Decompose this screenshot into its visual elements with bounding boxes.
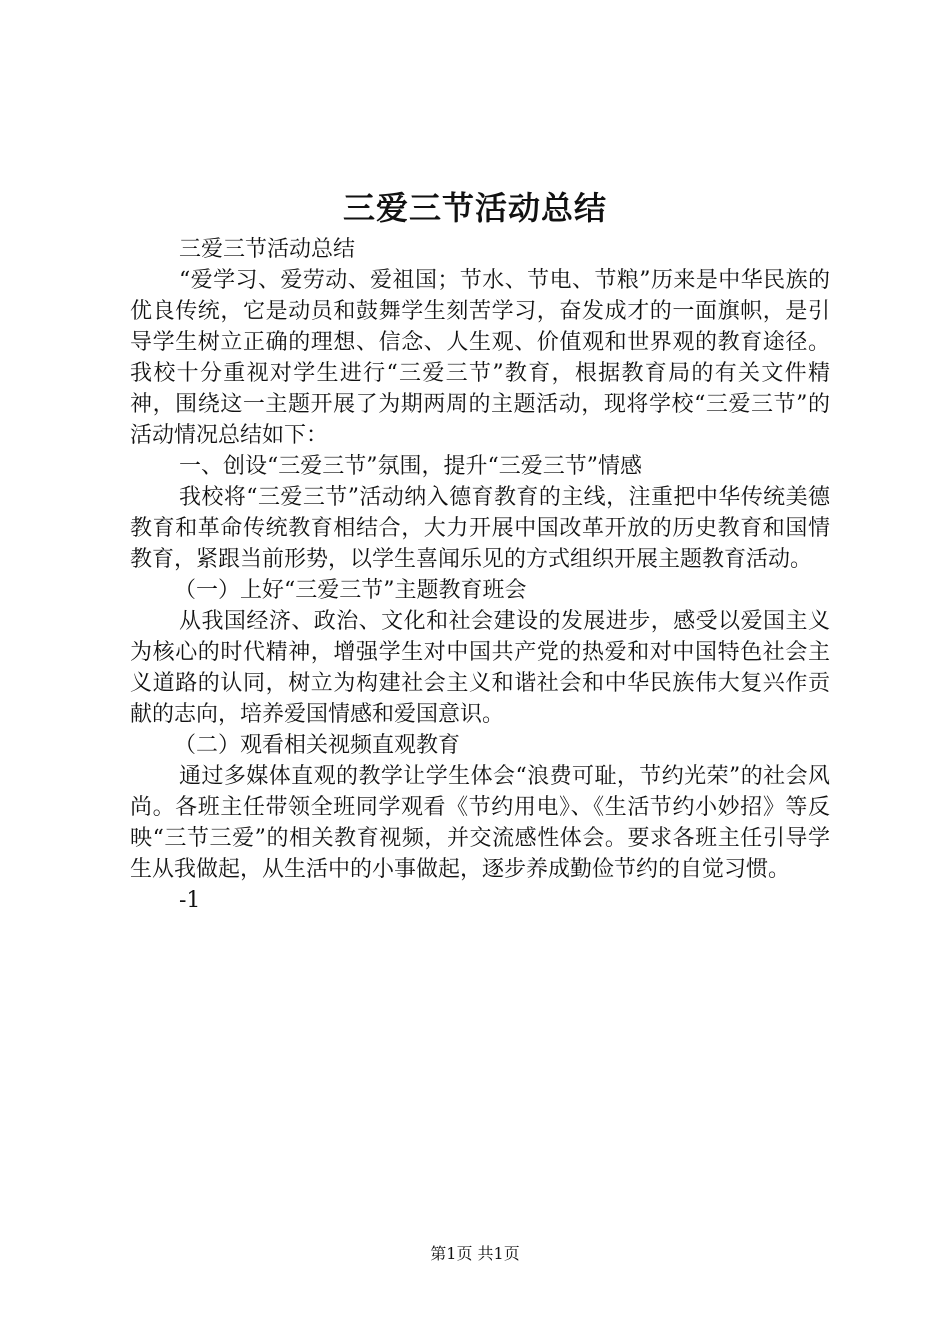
paragraph-subsection-2: 通过多媒体直观的教学让学生体会“浪费可耻，节约光荣”的社会风尚。各班主任带领全班同学观看《节约用电》、《生活节约小妙招》等反映“三节三爱”的相关教育视频，并交流感性体会。要求各班主任引导学生从我做起，从生活中的小事做起，逐步养成勤俭节约的自觉习惯。 (130, 764, 830, 882)
subsection-heading-2: （二）观看相关视频直观教育 (174, 733, 461, 758)
section-heading-1: 一、创设“三爱三节”氛围，提升“三爱三节”情感 (179, 454, 642, 479)
document-title: 三爱三节活动总结 (342, 189, 607, 227)
paragraph-section-1: 我校将“三爱三节”活动纳入德育教育的主线，注重把中华传统美德教育和革命传统教育相结合，大力开展中国改革开放的历史教育和国情教育，紧跟当前形势，以学生喜闻乐见的方式组织开展主题教育活动。 (130, 485, 830, 572)
paragraph-subtitle: 三爱三节活动总结 (179, 237, 356, 262)
paragraph-intro: “爱学习、爱劳动、爱祖国；节水、节电、节粮”历来是中华民族的优良传统，它是动员和鼓舞学生刻苦学习，奋发成才的一面旗帜，是引导学生树立正确的理想、信念、人生观、价值观和世界观的教育途径。我校十分重视对学生进行“三爱三节”教育，根据教育局的有关文件精神，围绕这一主题开展了为期两周的主题活动，现将学校“三爱三节”的活动情况总结如下： (130, 268, 830, 448)
page-footer: 第1页 共1页 (430, 1244, 520, 1263)
paragraph-subsection-1: 从我国经济、政治、文化和社会建设的发展进步，感受以爱国主义为核心的时代精神，增强学生对中国共产党的热爱和对中国特色社会主义道路的认同，树立为构建社会主义和谐社会和中华民族伟大复兴作贡献的志向，培养爱国情感和爱国意识。 (130, 609, 830, 727)
subsection-heading-1: （一）上好“三爱三节”主题教育班会 (174, 578, 527, 603)
page-marker: -1 (179, 888, 201, 913)
document-body (130, 234, 830, 916)
